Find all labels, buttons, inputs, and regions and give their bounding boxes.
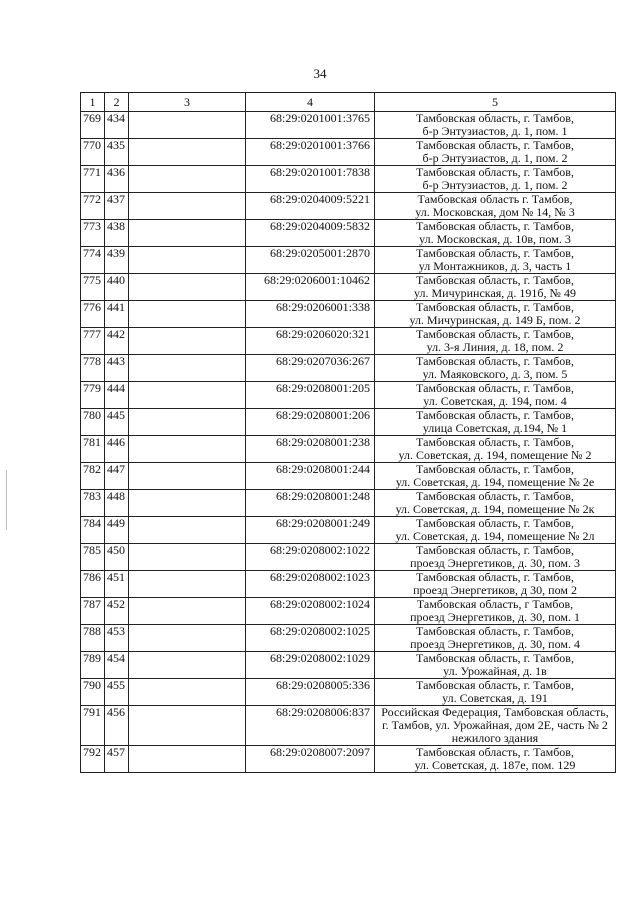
address-cell	[375, 382, 616, 409]
address-line: ул. Мичуринская, д. 191б, № 49	[414, 286, 576, 300]
column-3-cell	[129, 355, 246, 382]
sequence-number: 445	[105, 409, 129, 436]
page-number: 34	[313, 66, 327, 81]
row-number: 780	[81, 409, 105, 436]
row-number: 790	[81, 679, 105, 706]
sequence-number: 455	[105, 679, 129, 706]
address-line: Тамбовская область, г. Тамбов,	[416, 138, 574, 152]
address-cell	[375, 463, 616, 490]
row-number: 777	[81, 328, 105, 355]
table-row	[81, 652, 616, 679]
address-cell	[375, 355, 616, 382]
table-row	[81, 746, 616, 773]
table-row	[81, 274, 616, 301]
address-line: г. Тамбов, ул. Урожайная, дом 2Е, часть № 2	[382, 718, 608, 732]
table-row	[81, 490, 616, 517]
table-row	[81, 112, 616, 139]
address-line: Тамбовская область, г. Тамбов,	[416, 354, 574, 368]
address-cell	[375, 571, 616, 598]
address-line: Тамбовская область, г. Тамбов,	[416, 543, 574, 557]
cadastral-number: 68:29:0206001:338	[246, 301, 375, 328]
column-3-cell	[129, 220, 246, 247]
sequence-number: 449	[105, 517, 129, 544]
sequence-number: 439	[105, 247, 129, 274]
column-3-cell	[129, 706, 246, 746]
table-row	[81, 706, 616, 746]
cadastral-number: 68:29:0206020:321	[246, 328, 375, 355]
column-3-cell	[129, 409, 246, 436]
margin-mark	[6, 470, 9, 530]
cadastral-number: 68:29:0208001:205	[246, 382, 375, 409]
address-line: проезд Энергетиков, д. 30, пом. 4	[410, 637, 580, 651]
address-line: проезд Энергетиков, д 30, пом 2	[413, 583, 577, 597]
address-cell	[375, 166, 616, 193]
row-number: 775	[81, 274, 105, 301]
address-line: Тамбовская область г. Тамбов,	[417, 192, 573, 206]
sequence-number: 454	[105, 652, 129, 679]
sequence-number: 450	[105, 544, 129, 571]
address-line: ул. Маяковского, д. 3, пом. 5	[422, 367, 568, 381]
address-line: ул. Советская, д. 194, помещение № 2	[398, 448, 592, 462]
column-3-cell	[129, 139, 246, 166]
cadastral-number: 68:29:0208002:1029	[246, 652, 375, 679]
column-3-cell	[129, 274, 246, 301]
address-cell	[375, 544, 616, 571]
address-line: ул. Советская, д. 191	[442, 691, 548, 705]
address-cell	[375, 517, 616, 544]
address-line: ул. Московская, д. 10в, пом. 3	[419, 232, 571, 246]
column-header-3: 3	[129, 93, 246, 112]
cadastral-number: 68:29:0208001:244	[246, 463, 375, 490]
sequence-number: 453	[105, 625, 129, 652]
table-row	[81, 301, 616, 328]
cadastral-number: 68:29:0208002:1023	[246, 571, 375, 598]
address-cell	[375, 598, 616, 625]
sequence-number: 436	[105, 166, 129, 193]
sequence-number: 437	[105, 193, 129, 220]
sequence-number: 444	[105, 382, 129, 409]
address-cell	[375, 746, 616, 773]
row-number: 785	[81, 544, 105, 571]
address-line: ул. Советская, д. 194, пом. 4	[423, 394, 567, 408]
address-line: Тамбовская область, г. Тамбов,	[416, 678, 574, 692]
address-cell	[375, 193, 616, 220]
table-row	[81, 166, 616, 193]
address-line: улица Советская, д.194, № 1	[422, 421, 568, 435]
row-number: 791	[81, 706, 105, 746]
address-line: Тамбовская область, г. Тамбов,	[416, 111, 574, 125]
row-number: 779	[81, 382, 105, 409]
sequence-number: 443	[105, 355, 129, 382]
address-line: Тамбовская область, г. Тамбов,	[416, 570, 574, 584]
sequence-number: 441	[105, 301, 129, 328]
table-row	[81, 193, 616, 220]
cadastral-number: 68:29:0208001:248	[246, 490, 375, 517]
row-number: 788	[81, 625, 105, 652]
address-line: Тамбовская область, г. Тамбов,	[416, 381, 574, 395]
address-line: Тамбовская область, г. Тамбов,	[416, 165, 574, 179]
column-3-cell	[129, 746, 246, 773]
cadastral-number: 68:29:0201001:3766	[246, 139, 375, 166]
row-number: 778	[81, 355, 105, 382]
address-cell	[375, 220, 616, 247]
address-line: ул. Советская, д. 194, помещение № 2к	[395, 502, 595, 516]
address-line: Тамбовская область, г. Тамбов,	[416, 327, 574, 341]
row-number: 789	[81, 652, 105, 679]
row-number: 769	[81, 112, 105, 139]
table-row	[81, 220, 616, 247]
cadastral-number: 68:29:0208002:1024	[246, 598, 375, 625]
cadastral-number: 68:29:0208006:837	[246, 706, 375, 746]
table-body	[81, 112, 616, 773]
row-number: 774	[81, 247, 105, 274]
address-line: Тамбовская область, г. Тамбов,	[416, 624, 574, 638]
address-line: б-р Энтузиастов, д. 1, пом. 2	[422, 178, 568, 192]
column-3-cell	[129, 490, 246, 517]
address-line: Тамбовская область, г. Тамбов,	[416, 516, 574, 530]
sequence-number: 452	[105, 598, 129, 625]
cadastral-number: 68:29:0208002:1025	[246, 625, 375, 652]
cadastral-number: 68:29:0208001:206	[246, 409, 375, 436]
table-header	[81, 93, 616, 112]
address-cell	[375, 706, 616, 746]
column-3-cell	[129, 544, 246, 571]
address-line: Российская Федерация, Тамбовская область,	[381, 705, 609, 719]
address-line: б-р Энтузиастов, д. 1, пом. 2	[422, 151, 568, 165]
address-line: Тамбовская область, г. Тамбов,	[416, 300, 574, 314]
address-line: Тамбовская область, г. Тамбов,	[416, 246, 574, 260]
address-cell	[375, 625, 616, 652]
column-3-cell	[129, 652, 246, 679]
column-3-cell	[129, 382, 246, 409]
row-number: 773	[81, 220, 105, 247]
address-line: Тамбовская область, г. Тамбов,	[416, 489, 574, 503]
sequence-number: 448	[105, 490, 129, 517]
cadastral-number: 68:29:0208002:1022	[246, 544, 375, 571]
sequence-number: 438	[105, 220, 129, 247]
address-line: ул. Советская, д. 194, помещение № 2е	[395, 475, 595, 489]
sequence-number: 442	[105, 328, 129, 355]
address-line: Тамбовская область, г. Тамбов,	[416, 745, 574, 759]
cadastral-number: 68:29:0204009:5221	[246, 193, 375, 220]
address-line: Тамбовская область, г. Тамбов,	[416, 435, 574, 449]
column-3-cell	[129, 247, 246, 274]
cadastral-number: 68:29:0201001:7838	[246, 166, 375, 193]
address-line: ул. Мичуринская, д. 149 Б, пом. 2	[409, 313, 581, 327]
address-line: ул. Урожайная, д. 1в	[443, 664, 547, 678]
table-row	[81, 598, 616, 625]
column-3-cell	[129, 571, 246, 598]
column-3-cell	[129, 328, 246, 355]
column-3-cell	[129, 625, 246, 652]
row-number: 792	[81, 746, 105, 773]
address-cell	[375, 112, 616, 139]
table-row	[81, 409, 616, 436]
cadastral-number: 68:29:0201001:3765	[246, 112, 375, 139]
cadastral-number: 68:29:0207036:267	[246, 355, 375, 382]
cadastral-number: 68:29:0205001:2870	[246, 247, 375, 274]
row-number: 783	[81, 490, 105, 517]
cadastral-number: 68:29:0208007:2097	[246, 746, 375, 773]
table-row	[81, 247, 616, 274]
address-line: ул. Московская, дом № 14, № 3	[415, 205, 575, 219]
address-cell	[375, 139, 616, 166]
sequence-number: 434	[105, 112, 129, 139]
address-cell	[375, 409, 616, 436]
address-line: Тамбовская область, г Тамбов,	[416, 597, 574, 611]
address-line: Тамбовская область, г. Тамбов,	[416, 462, 574, 476]
address-line: проезд Энергетиков, д. 30, пом. 3	[410, 556, 580, 570]
column-3-cell	[129, 679, 246, 706]
column-header-5: 5	[375, 93, 616, 112]
row-number: 772	[81, 193, 105, 220]
table-row	[81, 625, 616, 652]
column-3-cell	[129, 517, 246, 544]
column-3-cell	[129, 193, 246, 220]
cadastral-number: 68:29:0208001:238	[246, 436, 375, 463]
row-number: 787	[81, 598, 105, 625]
row-number: 782	[81, 463, 105, 490]
address-line: ул. 3-я Линия, д. 18, пом. 2	[426, 340, 564, 354]
header-row	[81, 93, 616, 112]
sequence-number: 440	[105, 274, 129, 301]
column-3-cell	[129, 463, 246, 490]
table-row	[81, 679, 616, 706]
address-line: проезд Энергетиков, д. 30, пом. 1	[410, 610, 580, 624]
sequence-number: 435	[105, 139, 129, 166]
column-3-cell	[129, 301, 246, 328]
table-row	[81, 463, 616, 490]
property-table	[80, 92, 616, 773]
sequence-number: 446	[105, 436, 129, 463]
table-row	[81, 328, 616, 355]
address-cell	[375, 328, 616, 355]
address-cell	[375, 247, 616, 274]
address-cell	[375, 301, 616, 328]
sequence-number: 451	[105, 571, 129, 598]
address-cell	[375, 652, 616, 679]
column-header-4: 4	[246, 93, 375, 112]
address-line: б-р Энтузиастов, д. 1, пом. 1	[422, 124, 568, 138]
sequence-number: 457	[105, 746, 129, 773]
address-cell	[375, 274, 616, 301]
column-3-cell	[129, 166, 246, 193]
table-row	[81, 382, 616, 409]
sequence-number: 447	[105, 463, 129, 490]
table-row	[81, 436, 616, 463]
cadastral-number: 68:29:0204009:5832	[246, 220, 375, 247]
table-row	[81, 544, 616, 571]
column-3-cell	[129, 598, 246, 625]
address-line: нежилого здания	[451, 731, 539, 745]
cadastral-number: 68:29:0206001:10462	[246, 274, 375, 301]
address-line: ул. Советская, д. 194, помещение № 2л	[395, 529, 595, 543]
row-number: 770	[81, 139, 105, 166]
table-row	[81, 517, 616, 544]
address-cell	[375, 490, 616, 517]
address-line: Тамбовская область, г. Тамбов,	[416, 651, 574, 665]
column-header-2: 2	[105, 93, 129, 112]
address-line: ул. Советская, д. 187е, пом. 129	[414, 758, 576, 772]
sequence-number: 456	[105, 706, 129, 746]
row-number: 786	[81, 571, 105, 598]
row-number: 776	[81, 301, 105, 328]
cadastral-number: 68:29:0208001:249	[246, 517, 375, 544]
column-header-1: 1	[81, 93, 105, 112]
address-line: Тамбовская область, г. Тамбов,	[416, 408, 574, 422]
table-row	[81, 355, 616, 382]
table-row	[81, 139, 616, 166]
row-number: 784	[81, 517, 105, 544]
column-3-cell	[129, 436, 246, 463]
address-line: Тамбовская область, г. Тамбов,	[416, 273, 574, 287]
table-row	[81, 571, 616, 598]
column-3-cell	[129, 112, 246, 139]
address-cell	[375, 679, 616, 706]
address-line: Тамбовская область, г. Тамбов,	[416, 219, 574, 233]
row-number: 771	[81, 166, 105, 193]
address-line: ул Монтажников, д. 3, часть 1	[418, 259, 572, 273]
address-cell	[375, 436, 616, 463]
row-number: 781	[81, 436, 105, 463]
cadastral-number: 68:29:0208005:336	[246, 679, 375, 706]
